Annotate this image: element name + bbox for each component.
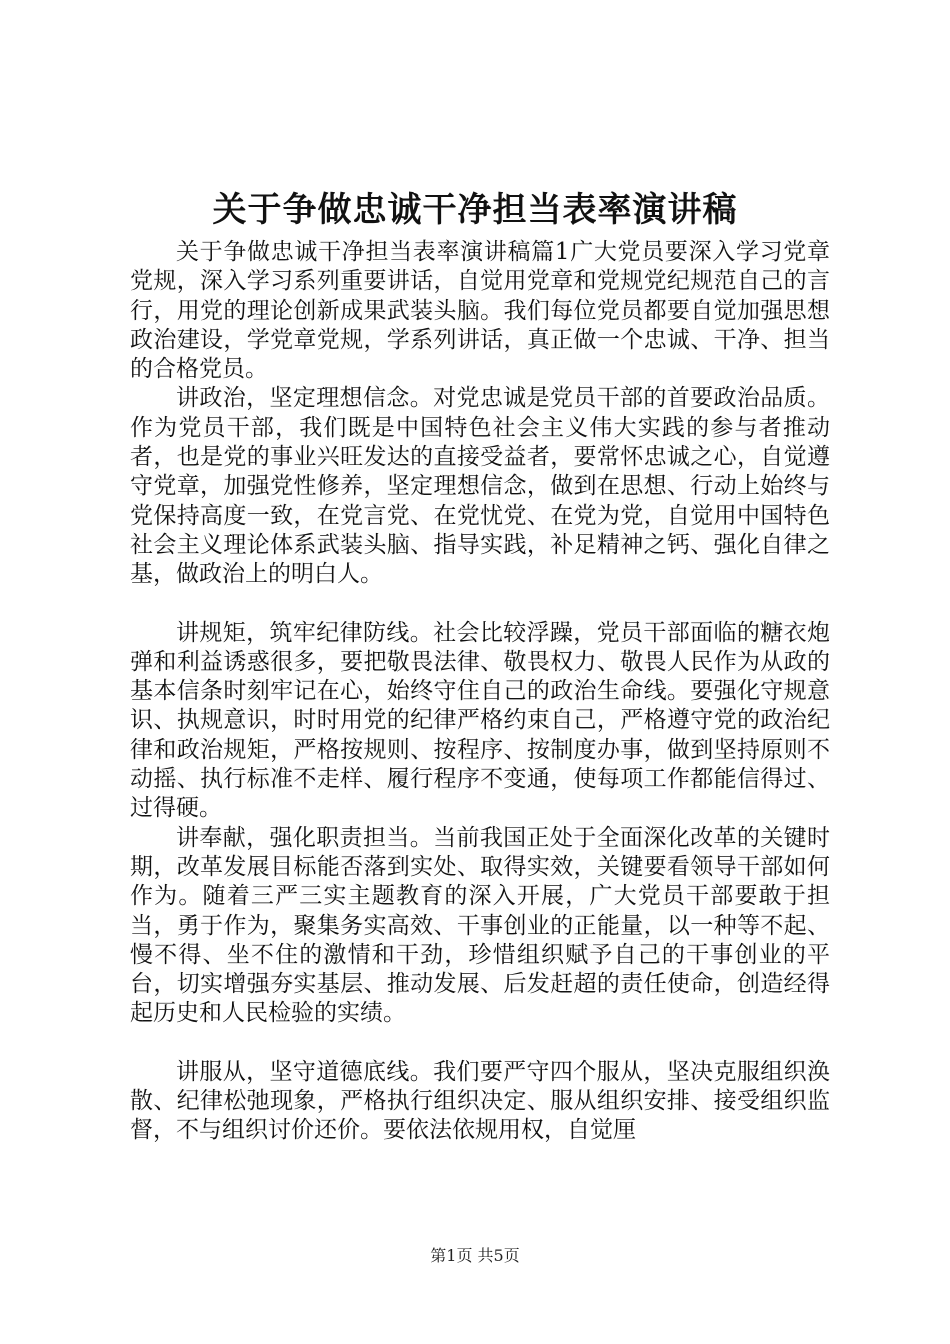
paragraph-obedience: 讲服从，坚守道德底线。我们要严守四个服从，坚决克服组织涣散、纪律松弛现象，严格执行组织决定、服从组织安排、接受组织监督，不与组织讨价还价。要依法依规用权，自觉厘: [130, 1058, 830, 1144]
document-title: 关于争做忠诚干净担当表率演讲稿: [212, 190, 738, 230]
paragraph-rules: 讲规矩，筑牢纪律防线。社会比较浮躁，党员干部面临的糖衣炮弹和利益诱惑很多，要把敬畏法律、敬畏权力、敬畏人民作为从政的基本信条时刻牢记在心，始终守住自己的政治生命线。要强化守规意识、执规意识，时时用党的纪律严格约束自己，严格遵守党的政治纪律和政治规矩，严格按规则、按程序、按制度办事，做到坚持原则不动摇、执行标准不走样、履行程序不变通，使每项工作都能信得过、过得硬。: [130, 619, 830, 822]
paragraph-politics: 讲政治，坚定理想信念。对党忠诚是党员干部的首要政治品质。作为党员干部，我们既是中国特色社会主义伟大实践的参与者推动者，也是党的事业兴旺发达的直接受益者，要常怀忠诚之心，自觉遵守党章，加强党性修养，坚定理想信念，做到在思想、行动上始终与党保持高度一致，在党言党、在党忧党、在党为党，自觉用中国特色社会主义理论体系武装头脑、指导实践，补足精神之钙、强化自律之基，做政治上的明白人。: [130, 385, 830, 588]
paragraph-dedication: 讲奉献，强化职责担当。当前我国正处于全面深化改革的关键时期，改革发展目标能否落到实处、取得实效，关键要看领导干部如何作为。随着三严三实主题教育的深入开展，广大党员干部要敢于担当，勇于作为，聚集务实高效、干事创业的正能量，以一种等不起、慢不得、坐不住的激情和干劲，珍惜组织赋予自己的干事创业的平台，切实增强夯实基层、推动发展、后发赶超的责任使命，创造经得起历史和人民检验的实绩。: [130, 824, 830, 1027]
paragraph-intro: 关于争做忠诚干净担当表率演讲稿篇1广大党员要深入学习党章党规，深入学习系列重要讲话，自觉用党章和党规党纪规范自己的言行，用党的理论创新成果武装头脑。我们每位党员都要自觉加强思想政治建设，学党章党规，学系列讲话，真正做一个忠诚、干净、担当的合格党员。: [130, 239, 830, 383]
page-number: 第1页 共5页: [430, 1246, 520, 1265]
document-body: [130, 238, 830, 1146]
